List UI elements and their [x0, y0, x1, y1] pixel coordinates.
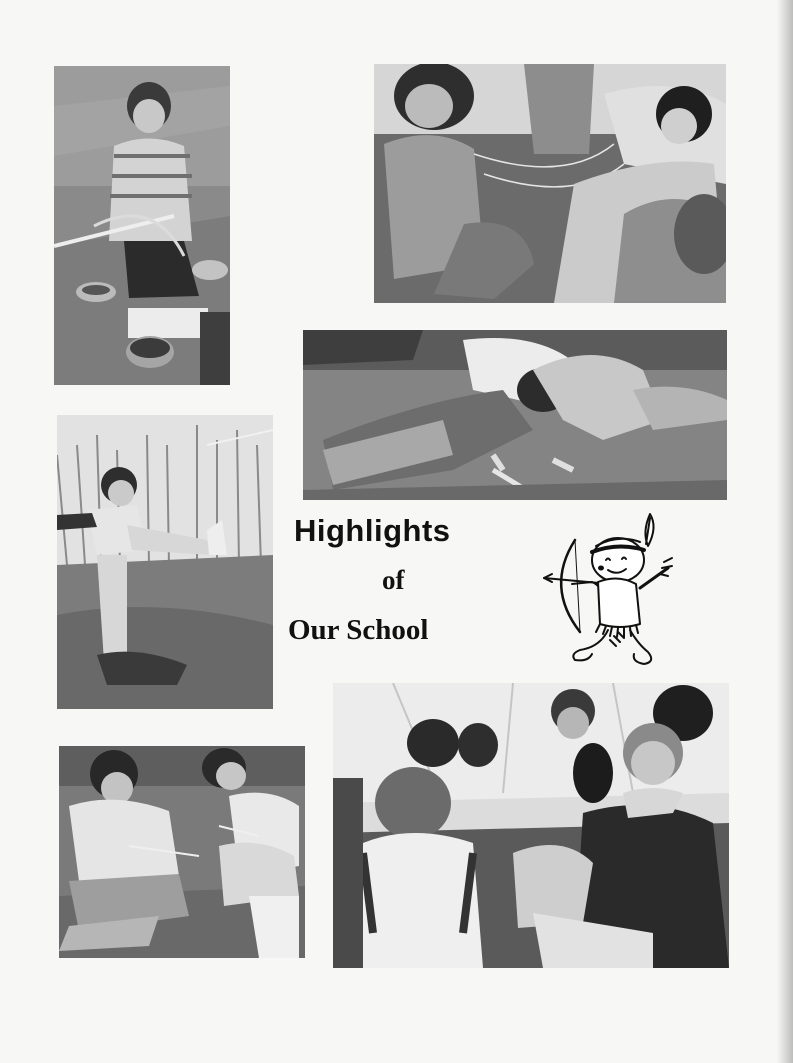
title-highlights: Highlights — [294, 513, 451, 548]
photo-child-with-bow — [54, 66, 230, 385]
photo-adult-and-child-crafting — [59, 746, 305, 958]
archer-mascot-icon — [540, 512, 675, 672]
page-edge-shadow — [777, 0, 793, 1063]
photo-tracking-game — [303, 330, 727, 500]
title-of: of — [382, 565, 405, 595]
photo-group-in-tipi — [333, 683, 729, 968]
title-our-school: Our School — [288, 614, 429, 646]
photo-children-weaving — [374, 64, 726, 303]
photo-boy-kicking — [57, 415, 273, 709]
